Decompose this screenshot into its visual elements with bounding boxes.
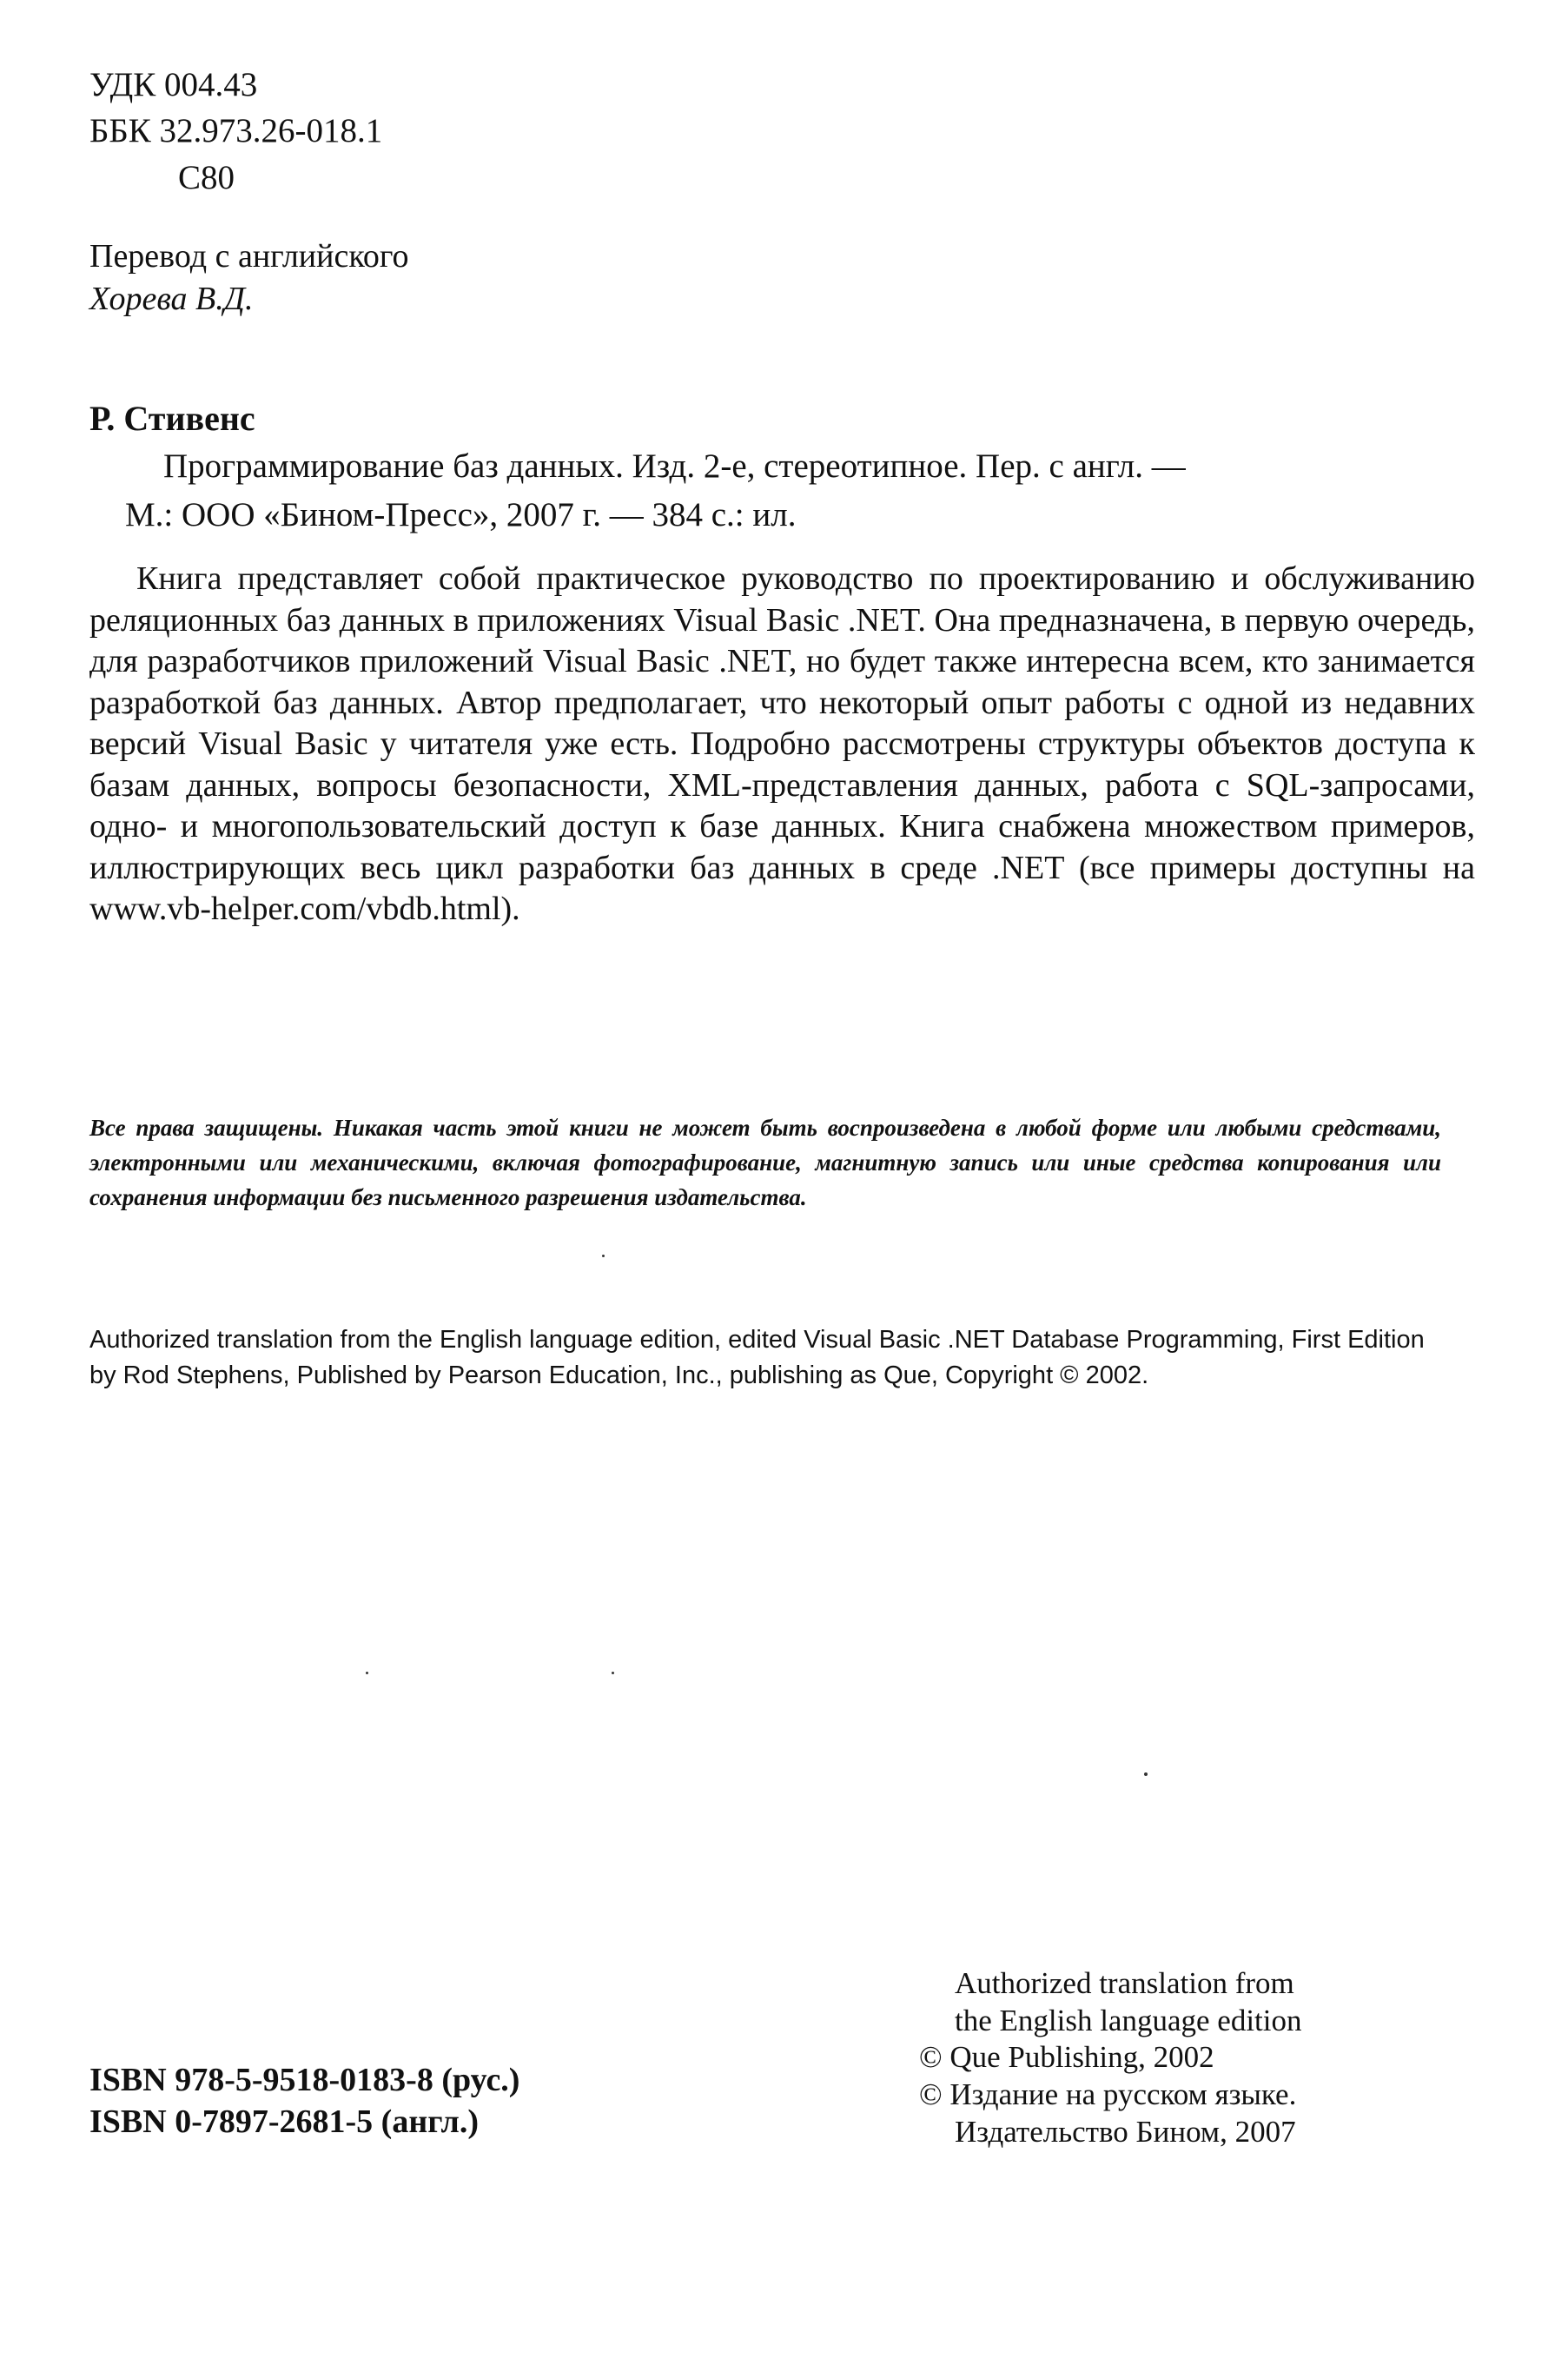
translator-name: Хорева В.Д. <box>89 281 254 317</box>
copyright-line-5: Издательство Бином, 2007 <box>955 2115 1296 2149</box>
isbn-russian: ISBN 978-5-9518-0183-8 (рус.) <box>89 2062 520 2098</box>
scan-speck <box>612 1672 614 1674</box>
copyright-line-1: Authorized translation from <box>955 1966 1294 2000</box>
isbn-english: ISBN 0-7897-2681-5 (англ.) <box>89 2103 480 2140</box>
book-annotation: Книга представляет собой практическое руководство по проектированию и обслуживанию реляционных баз данных в приложениях Visual Basic .NET. Она предназначена, в первую очередь, для разработчиков приложений Visual Basic .NET, но будет также интересна всем, кто занимается разработкой баз данных. Автор предполагает, что некоторый опыт работы с одной из недавних версий Visual Basic у читателя уже есть. Подробно рассмотрены структуры объектов доступа к базам данных, вопросы безопасности, XML-представления данных, работа с SQL-запросами, одно- и многопользовательский доступ к базе данных. Книга снабжена множеством примеров, иллюстрирующих весь цикл разработки баз данных в среде .NET (все примеры доступны на www.vb-helper.com/vbdb.html). <box>89 560 1475 927</box>
book-title-line: Программирование баз данных. Изд. 2-е, стереотипное. Пер. с англ. — <box>163 447 1186 485</box>
book-imprint-line: М.: ООО «Бином-Пресс», 2007 г. — 384 с.: ил. <box>125 496 797 533</box>
bbk-code: ББК 32.973.26-018.1 <box>89 112 383 149</box>
copyright-line-3: © Que Publishing, 2002 <box>919 2040 1214 2074</box>
scan-speck <box>1144 1772 1148 1776</box>
copyright-line-4: © Издание на русском языке. <box>919 2077 1297 2111</box>
scan-speck <box>602 1255 605 1257</box>
authorized-translation-notice: Authorized translation from the English language edition, edited Visual Basic .NET Database Programming, First Edition by Rod Stephens, Published by Pearson Education, Inc., publishing as Que, Copyright © 2002. <box>89 1326 1425 1389</box>
author-mark: С80 <box>178 159 235 196</box>
udk-code: УДК 004.43 <box>89 66 258 103</box>
rights-notice: Все права защищены. Никакая часть этой книги не может быть воспроизведена в любой форме или любыми средствами, электронными или механическими, включая фотографирование, магнитную запись или иные средства копирования или сохранения информации без письменного разрешения издательства. <box>89 1115 1441 1210</box>
translation-note: Перевод с английского <box>89 238 409 275</box>
scan-speck <box>366 1672 368 1674</box>
copyright-line-2: the English language edition <box>955 2004 1302 2037</box>
book-author: Р. Стивенс <box>89 399 255 438</box>
